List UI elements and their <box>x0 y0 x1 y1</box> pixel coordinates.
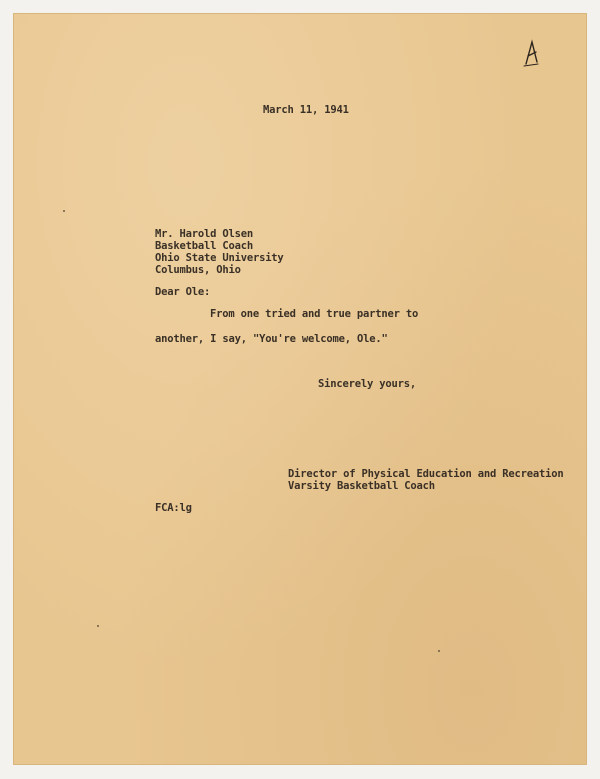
body-line-2: another, I say, "You're welcome, Ole." <box>155 333 388 345</box>
letter-date: March 11, 1941 <box>263 104 349 116</box>
recipient-organization: Ohio State University <box>155 252 284 264</box>
paper-speck <box>97 625 99 627</box>
paper-speck <box>438 650 440 652</box>
salutation: Dear Ole: <box>155 286 211 298</box>
recipient-city: Columbus, Ohio <box>155 264 241 276</box>
paper-speck <box>63 210 65 212</box>
recipient-name: Mr. Harold Olsen <box>155 228 253 240</box>
handwritten-a-mark <box>520 38 544 68</box>
recipient-title: Basketball Coach <box>155 240 253 252</box>
signature-title-2: Varsity Basketball Coach <box>288 480 435 492</box>
body-line-1: From one tried and true partner to <box>210 308 419 320</box>
letter-paper <box>13 13 587 765</box>
signature-title-1: Director of Physical Education and Recreation <box>288 468 564 480</box>
reference-initials: FCA:lg <box>155 502 192 514</box>
closing: Sincerely yours, <box>318 378 416 390</box>
